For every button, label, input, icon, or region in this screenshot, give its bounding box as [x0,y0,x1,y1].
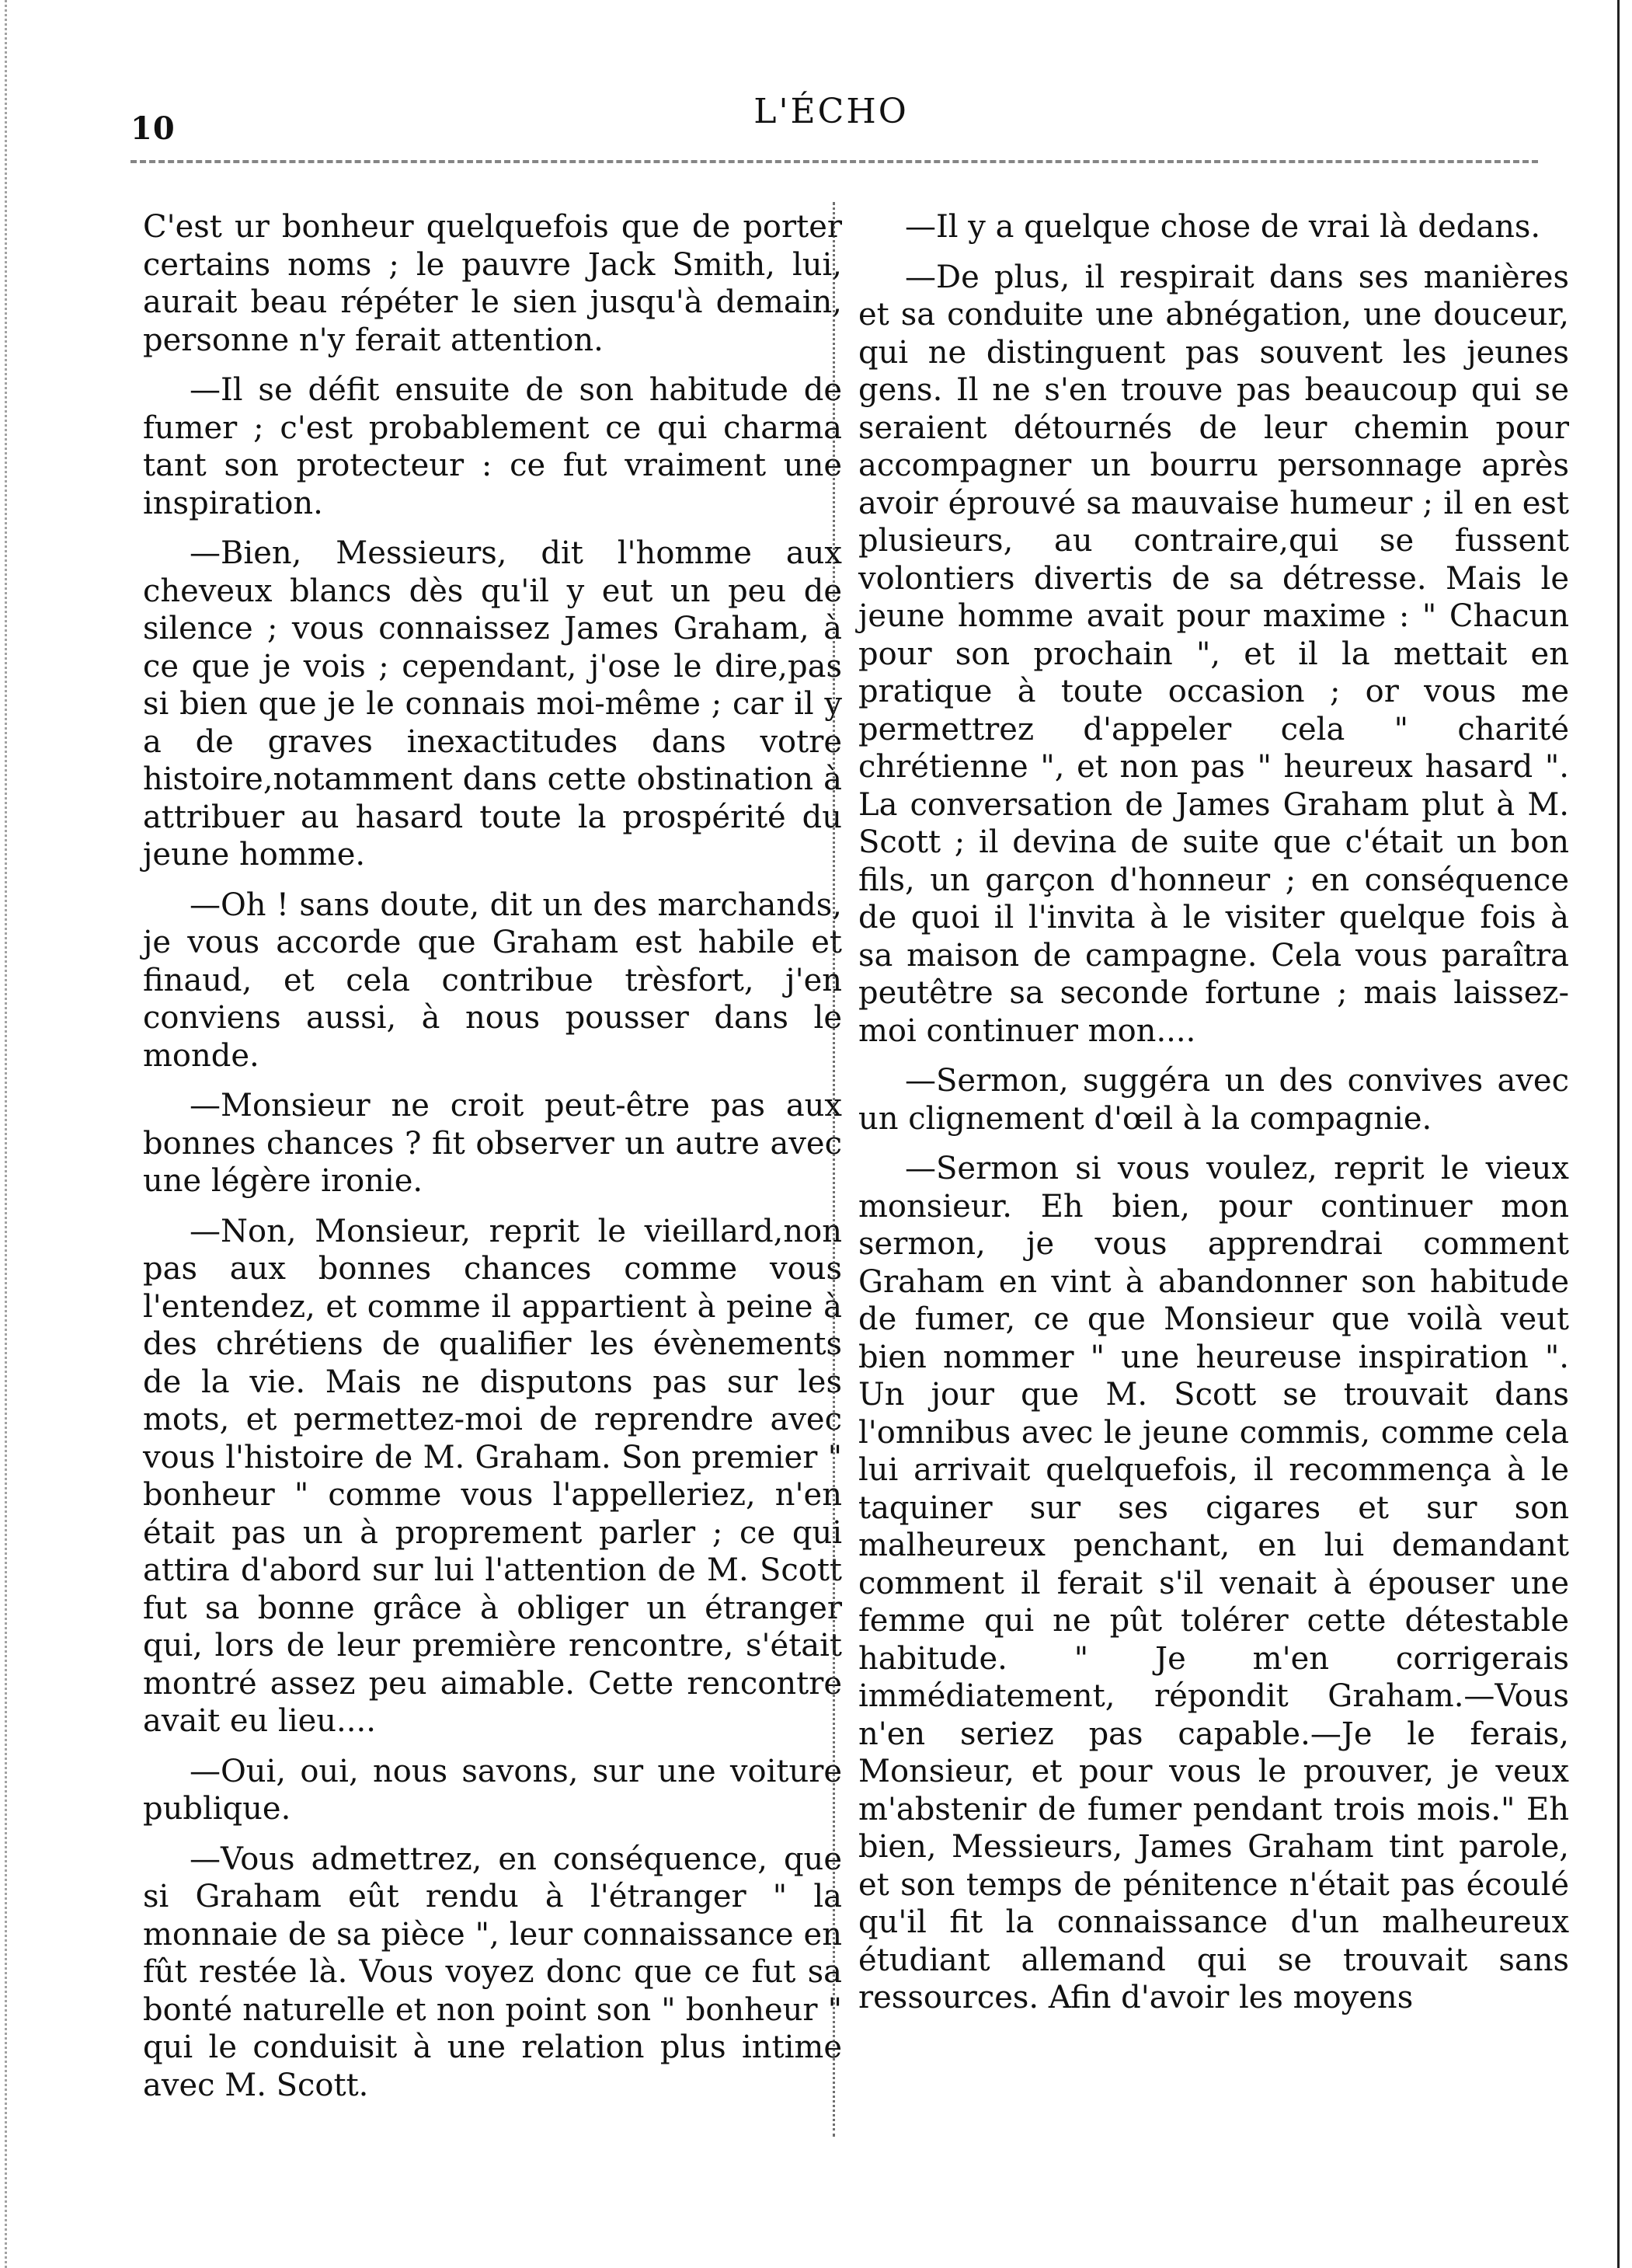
paragraph: —Il y a quelque chose de vrai là dedans. [905,209,1541,245]
header-rule [130,160,1538,163]
running-title: L'ÉCHO [753,92,909,131]
paragraph: —Non, Monsieur, reprit le vieillard,non pas aux bonnes chances comme vous l'entendez, et comme il appartient à peine à des chrétiens de qualifier les évènements de la vie. Mais ne disputons pas sur les mots, et permettez-moi de reprendre avec vous l'histoire de M. Graham. Son premier " bonheur " comme vous l'appelleriez, n'en était pas un à proprement parler ; ce qui attira d'abord sur lui l'attention de M. Scott fut sa bonne grâce à obliger un étranger qui, lors de leur première rencontre, s'était montré assez peu aimable. Cette rencontre avait eu lieu.... [143,1213,842,1739]
left-page-edge [5,0,7,2268]
right-page-edge [1617,0,1620,2268]
paragraph: —Oui, oui, nous savons, sur une voiture publique. [143,1753,842,1827]
paragraph: —Oh ! sans doute, dit un des marchands, je vous accorde que Graham est habile et finaud, et cela contribue trèsfort, j'en conviens aussi, à nous pousser dans le monde. [143,887,842,1074]
paragraph: —Sermon si vous voulez, reprit le vieux monsieur. Eh bien, pour continuer mon sermon, je vous apprendrai comment Graham en vint à abandonner son habitude de fumer, ce que Monsieur que voilà veut bien nommer " une heureuse inspiration ". Un jour que M. Scott se trouvait dans l'omnibus avec le jeune commis, comme cela lui arrivait quelquefois, il recommença à le taquiner sur ses cigares et sur son malheureux penchant, en lui demandant comment il ferait s'il venait à épouser une femme qui ne pût tolérer cette détestable habitude. " Je m'en corrigerais immédiatement, répondit Graham.—Vous n'en seriez pas capable.—Je le ferais, Monsieur, et pour vous le prouver, je veux m'abstenir de fumer pendant trois mois." Eh bien, Messieurs, James Graham tint parole, et son temps de pénitence n'était pas écoulé qu'il fit la connaissance d'un malheureux étudiant allemand qui se trouvait sans ressources. Afin d'avoir les moyens [858,1151,1569,2015]
paragraph: —Bien, Messieurs, dit l'homme aux cheveux blancs dès qu'il y eut un peu de silence ; vous connaissez James Graham, à ce que je vois ; cependant, j'ose le dire,pas si bien que je le connais moi-même ; car il y a de graves inexactitudes dans votre histoire,notamment dans cette obstination à attribuer au hasard toute la prospérité du jeune homme. [143,535,842,873]
paragraph: —Vous admettrez, en conséquence, que si Graham eût rendu à l'étranger " la monnaie de sa pièce ", leur connaissance en fût restée là. Vous voyez donc que ce fut sa bonté naturelle et non point son " bonheur " qui le conduisit à une relation plus intime avec M. Scott. [143,1841,842,2103]
left-column [143,208,842,2116]
paragraph: —Monsieur ne croit peut-être pas aux bonnes chances ? fit observer un autre avec une légère ironie. [143,1088,842,1199]
column-divider [833,202,835,2137]
paragraph: —Il se défit ensuite de son habitude de fumer ; c'est probablement ce qui charma tant son protecteur : ce fut vraiment une inspiration. [143,372,842,521]
paragraph: —De plus, il respirait dans ses manières et sa conduite une abnégation, une douceur, qui ne distinguent pas souvent les jeunes gens. Il ne s'en trouve pas beaucoup qui se seraient détournés de leur chemin pour accompagner un bourru personnage après avoir éprouvé sa mauvaise humeur ; il en est plusieurs, au contraire,qui se fussent volontiers divertis de sa détresse. Mais le jeune homme avait pour maxime : " Chacun pour son prochain ", et il la mettait en pratique à toute occasion ; or vous me permettrez d'appeler cela " charité chrétienne ", et non pas " heureux hasard ". La conversation de James Graham plut à M. Scott ; il devina de suite que c'était un bon fils, un garçon d'honneur ; en conséquence de quoi il l'invita à le visiter quelque fois à sa maison de campagne. Cela vous paraîtra peutêtre sa seconde fortune ; mais laissez-moi continuer mon.... [858,259,1569,1049]
paragraph: C'est ur bonheur quelquefois que de porter certains noms ; le pauvre Jack Smith, lui, aurait beau répéter le sien jusqu'à demain, personne n'y ferait attention. [143,209,842,358]
paragraph: —Sermon, suggéra un des convives avec un clignement d'œil à la compagnie. [858,1063,1569,1137]
page-number: 10 [130,110,176,147]
right-column [858,208,1569,2029]
